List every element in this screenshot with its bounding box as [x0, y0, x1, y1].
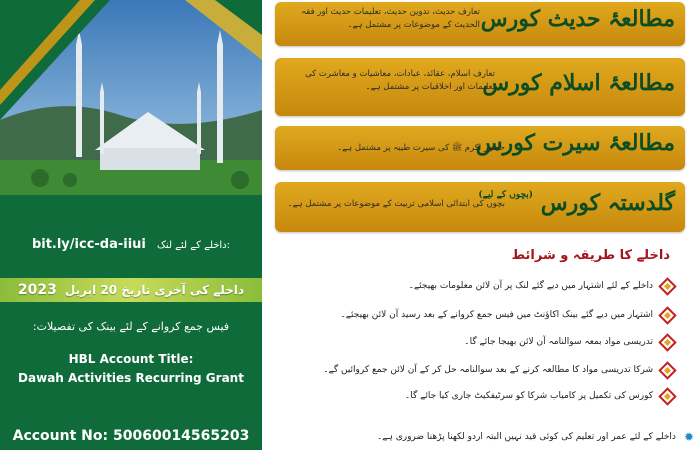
faisal-mosque-photo — [0, 0, 262, 195]
diamond-bullet-icon — [658, 361, 676, 379]
step-text: تدریسی مواد بمعہ سوالنامہ آن لائن بھیجا جائے گا۔ — [464, 337, 653, 347]
left-panel — [0, 0, 262, 450]
procedure-step — [284, 276, 674, 296]
note-text: داخلے کے لئے عمر اور تعلیم کی کوئی قید نہیں البتہ اردو لکھنا پڑھنا ضروری ہے۔ — [377, 432, 676, 442]
account-number: Account No: 50060014565203 — [12, 428, 250, 444]
deadline-banner — [0, 278, 262, 302]
course-title-text: گلدستہ کورس — [540, 190, 675, 216]
course-description: تعارف حدیث، تدوین حدیث، تعلیمات حدیث اور فقہ الحدیث کے موضوعات پر مشتمل ہے۔ — [301, 7, 480, 30]
course-hadith — [275, 2, 685, 46]
diamond-bullet-icon — [658, 277, 676, 295]
right-panel — [262, 0, 700, 450]
diamond-bullet-icon — [658, 306, 676, 324]
course-title: مطالعۂ اسلام کورس — [482, 70, 675, 96]
account-title: Dawah Activities Recurring Grant — [18, 371, 244, 385]
step-text: شرکا تدریسی مواد کا مطالعہ کرنے کے بعد سوالنامہ حل کر کے آن لائن جمع کروائیں گے۔ — [323, 365, 653, 375]
course-guldasta — [275, 182, 685, 232]
admission-link-label: داخلے کے لئے لنک: — [156, 240, 231, 251]
star-bullet-icon: ✹ — [683, 430, 694, 444]
course-subtitle: (بچوں کے لیے) — [478, 190, 534, 200]
course-description: حضور اکرم ﷺ کی سیرت طیبہ پر مشتمل ہے۔ — [337, 143, 505, 153]
diamond-bullet-icon — [658, 333, 676, 351]
course-islam — [275, 58, 685, 116]
account-title-label: HBL Account Title: — [68, 352, 194, 366]
course-title: مطالعۂ سیرت کورس — [475, 130, 675, 156]
diamond-bullet-icon — [658, 387, 676, 405]
deadline-text: داخلے کی آخری تاریخ 20 اپریل — [64, 283, 245, 297]
admission-link-row — [0, 233, 262, 252]
procedure-step — [284, 332, 674, 352]
step-text: داخلے کے لئے اشتہار میں دیے گئے لنک پر آن لائن معلومات بھیجئے۔ — [408, 281, 653, 291]
step-text: کورس کی تکمیل پر کامیاب شرکا کو سرٹیفکیٹ جاری کیا جائے گا۔ — [404, 391, 653, 401]
course-title — [478, 190, 675, 216]
eligibility-note — [274, 430, 694, 444]
procedure-step — [284, 305, 674, 325]
bank-details-heading: فیس جمع کروانے کے لئے بینک کی تفصیلات: — [32, 320, 230, 333]
procedure-step — [284, 360, 674, 380]
course-description: بچوں کی ابتدائی اسلامی تربیت کے موضوعات پر مشتمل ہے۔ — [287, 199, 505, 209]
procedure-heading: داخلے کا طریقہ و شرائط — [511, 248, 670, 263]
course-title: مطالعۂ حدیث کورس — [480, 6, 675, 32]
course-description: تعارف اسلام، عقائد، عبادات، معاشیات و معاشرت کی تعلیمات اور اخلاقیات پر مشتمل ہے۔ — [305, 69, 495, 92]
admission-link[interactable]: bit.ly/icc-da-iiui — [31, 237, 146, 252]
deadline-year: 2023 — [17, 282, 57, 298]
course-seerat — [275, 126, 685, 170]
procedure-step — [284, 386, 674, 406]
step-text: اشتہار میں دیے گئے بینک اکاؤنٹ میں فیس جمع کروانے کے بعد رسید آن لائن بھیجئے۔ — [340, 310, 653, 320]
